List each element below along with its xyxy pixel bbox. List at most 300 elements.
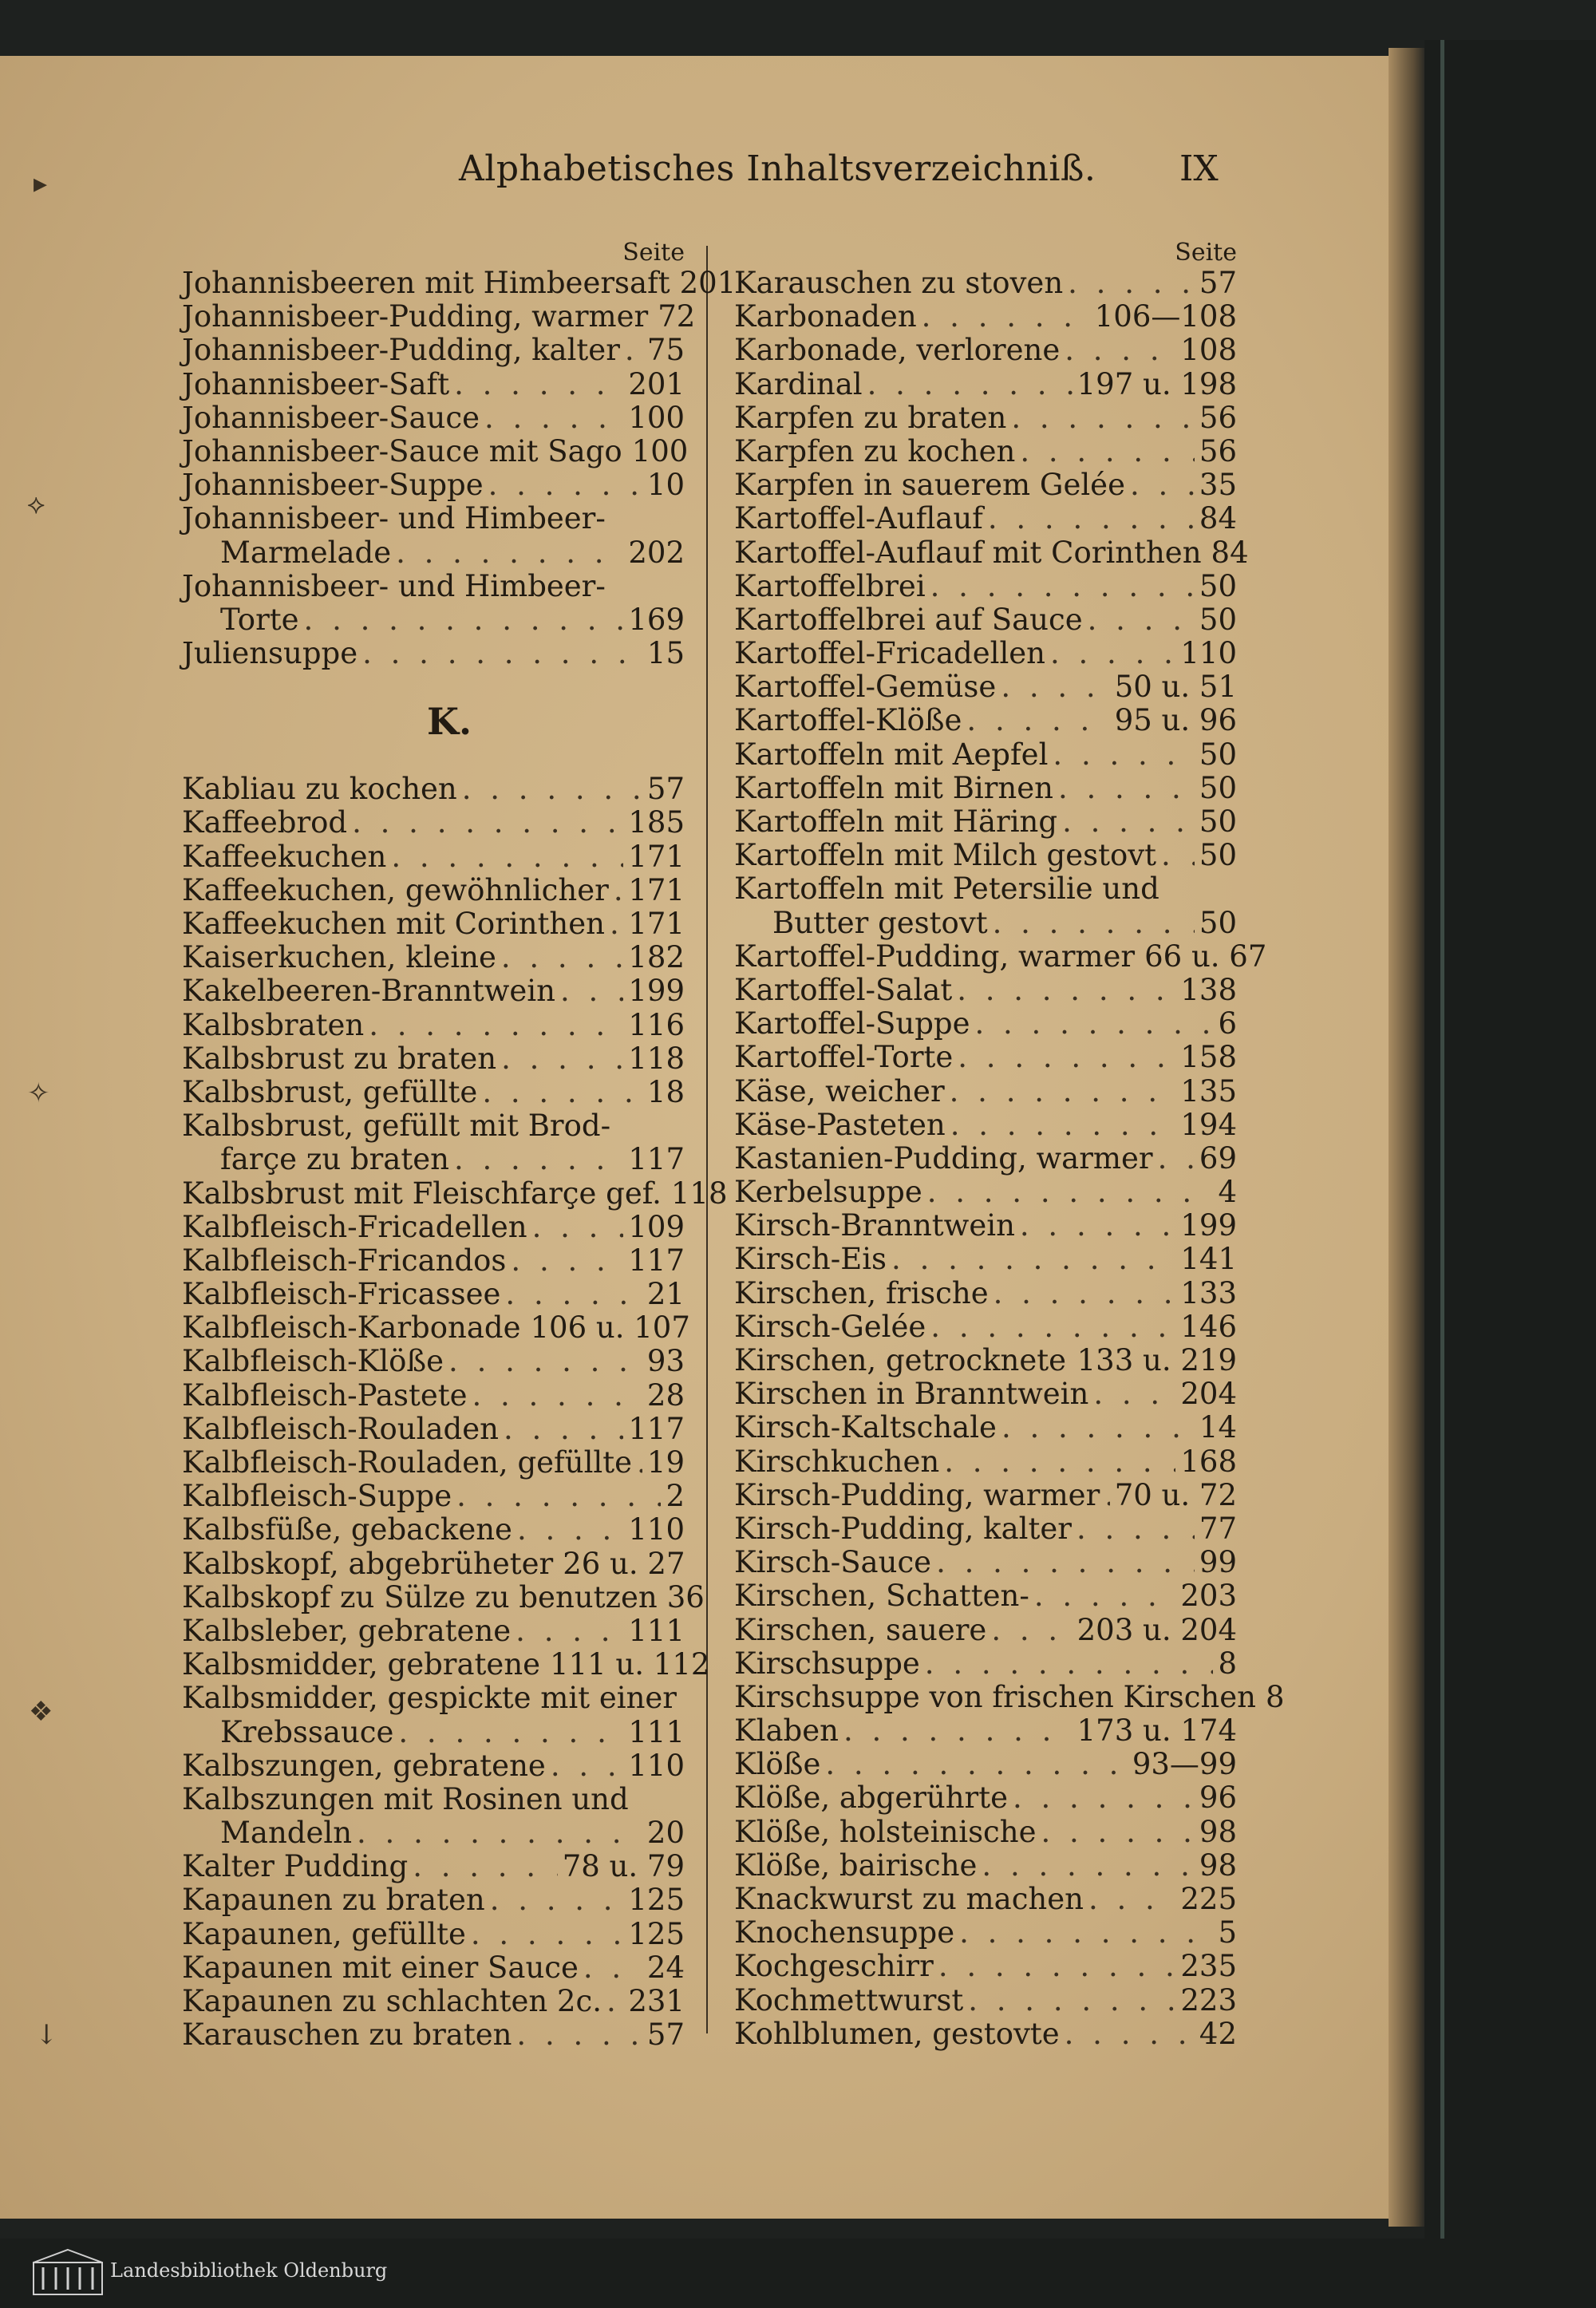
entry-label: Kirschen in Branntwein bbox=[734, 1377, 1089, 1412]
entry-label: Kirschsuppe von frischen Kirschen bbox=[734, 1679, 1256, 1714]
entry-page-number: 138 bbox=[1180, 972, 1237, 1007]
right-column bbox=[734, 239, 1285, 2051]
index-entry bbox=[734, 1109, 1237, 1142]
entry-label: Kalbfleisch-Klöße bbox=[182, 1344, 444, 1379]
index-entry bbox=[182, 907, 685, 941]
entry-label: Kirschen, Schatten- bbox=[734, 1579, 1029, 1614]
index-entry bbox=[182, 1513, 685, 1547]
index-entry bbox=[734, 1243, 1237, 1276]
leader-dots bbox=[1001, 670, 1109, 704]
leader-dots bbox=[304, 603, 624, 637]
leader-dots bbox=[1065, 2018, 1195, 2051]
entry-page-number: 158 bbox=[1180, 1040, 1237, 1075]
index-entry bbox=[734, 1377, 1237, 1411]
leader-dots bbox=[867, 368, 1073, 401]
leader-dots bbox=[1130, 468, 1195, 502]
leader-dots bbox=[352, 806, 623, 840]
entry-label: Kartoffeln mit Aepfel bbox=[734, 737, 1049, 772]
entry-label: Karbonade, verlorene bbox=[734, 333, 1061, 368]
index-entry bbox=[182, 941, 685, 974]
leader-dots bbox=[991, 1614, 1072, 1647]
index-entry bbox=[734, 1445, 1237, 1479]
entry-label: Kochgeschirr bbox=[734, 1949, 934, 1984]
entry-label: Kalbskopf zu Sülze zu benutzen bbox=[182, 1579, 658, 1614]
index-entry bbox=[182, 299, 696, 334]
entry-label: Kirschen, frische bbox=[734, 1275, 989, 1310]
entry-page-number: 141 bbox=[1180, 1242, 1237, 1277]
leader-dots bbox=[891, 1243, 1175, 1276]
index-entry bbox=[734, 738, 1237, 772]
entry-label: Kalter Pudding bbox=[182, 1849, 409, 1884]
entry-page-number: 110 bbox=[628, 1512, 685, 1547]
index-entry bbox=[182, 1278, 685, 1311]
entry-label: Kapaunen mit einer Sauce bbox=[182, 1950, 579, 1985]
index-entry bbox=[182, 1413, 685, 1446]
entry-page-number: 118 bbox=[628, 1041, 685, 1076]
entry-page-number: 125 bbox=[628, 1916, 685, 1951]
entry-label: Kartoffel-Auflauf mit Corinthen bbox=[734, 535, 1202, 570]
entry-page-number: 36 bbox=[666, 1579, 705, 1614]
entry-page-number: 84 bbox=[1211, 535, 1249, 570]
entry-page-number: 50 bbox=[1199, 737, 1237, 772]
index-entry bbox=[734, 1950, 1237, 1983]
index-entry bbox=[734, 1984, 1237, 2018]
index-entry bbox=[734, 1714, 1237, 1748]
index-entry bbox=[734, 435, 1237, 468]
leader-dots bbox=[930, 570, 1195, 603]
entry-label: Kaffeebrod bbox=[182, 805, 348, 840]
page-number: IX bbox=[1179, 148, 1219, 189]
leader-dots bbox=[1088, 1883, 1175, 1916]
entry-label: Kartoffel-Suppe bbox=[734, 1006, 970, 1041]
leader-dots bbox=[930, 1310, 1175, 1344]
entry-page-number: 171 bbox=[628, 907, 685, 941]
leader-dots bbox=[490, 1883, 624, 1917]
leader-dots bbox=[516, 1614, 623, 1648]
entries-k-continued bbox=[734, 266, 1285, 2051]
entry-page-number: 77 bbox=[1199, 1511, 1237, 1546]
index-entry bbox=[734, 1546, 1237, 1579]
page-header bbox=[0, 142, 1412, 198]
index-entry bbox=[182, 1446, 685, 1480]
leader-dots bbox=[1034, 1579, 1176, 1613]
footer-bar bbox=[0, 2239, 1596, 2308]
index-entry bbox=[734, 1344, 1237, 1377]
leader-dots bbox=[583, 1951, 642, 1985]
index-entry bbox=[734, 401, 1237, 435]
library-name: Landesbibliothek Oldenburg bbox=[110, 2259, 388, 2282]
entry-label: Kartoffel-Fricadellen bbox=[734, 636, 1045, 671]
margin-mark: ⟡ bbox=[27, 488, 45, 520]
entry-page-number: 169 bbox=[628, 602, 685, 637]
leader-dots bbox=[454, 1143, 623, 1176]
entry-page-number: 231 bbox=[628, 1984, 685, 2018]
leader-dots bbox=[1020, 435, 1195, 468]
entry-page-number: 95 u. 96 bbox=[1114, 703, 1237, 738]
leader-dots bbox=[488, 468, 642, 502]
margin-mark: ✧ bbox=[27, 1077, 50, 1109]
left-column bbox=[182, 239, 737, 2053]
entry-page-number: 117 bbox=[628, 1142, 685, 1177]
entry-label: Klaben bbox=[734, 1713, 839, 1749]
entry-page-number: 50 bbox=[1199, 602, 1237, 637]
entry-label: Kalbsbraten bbox=[182, 1007, 365, 1042]
entry-page-number: 110 bbox=[628, 1748, 685, 1783]
entry-page-number: 116 bbox=[628, 1007, 685, 1042]
entry-page-number: 98 bbox=[1199, 1814, 1237, 1849]
leader-dots bbox=[1093, 1377, 1175, 1411]
entry-page-number: 100 bbox=[631, 433, 689, 468]
entry-page-number: 50 bbox=[1199, 838, 1237, 873]
leader-dots bbox=[456, 1480, 661, 1513]
entry-page-number: 117 bbox=[628, 1411, 685, 1446]
index-entry bbox=[182, 773, 685, 806]
leader-dots bbox=[1071, 1344, 1073, 1377]
entry-page-number: 235 bbox=[1180, 1949, 1237, 1984]
leader-dots bbox=[532, 1211, 624, 1244]
entry-page-number: 110 bbox=[1180, 636, 1237, 671]
leader-dots bbox=[1058, 772, 1195, 805]
index-entry bbox=[734, 1849, 1237, 1883]
entry-page-number: 199 bbox=[1180, 1208, 1237, 1243]
entry-page-number: 84 bbox=[1199, 501, 1237, 536]
entry-label: Kirsch-Gelée bbox=[734, 1309, 926, 1344]
leader-dots bbox=[936, 1546, 1195, 1579]
leader-dots bbox=[454, 368, 623, 401]
entry-page-number: 201 bbox=[679, 266, 737, 300]
entry-label: Mandeln bbox=[220, 1816, 353, 1851]
entry-page-number: 8 bbox=[1218, 1646, 1237, 1681]
entry-label: Kartoffel-Klöße bbox=[734, 703, 962, 738]
index-entry bbox=[182, 502, 685, 536]
entry-label: Kartoffel-Gemüse bbox=[734, 670, 997, 705]
entry-page-number: 56 bbox=[1199, 433, 1237, 468]
index-entry bbox=[734, 1816, 1237, 1849]
seite-label: Seite bbox=[622, 239, 685, 267]
leader-dots bbox=[966, 704, 1109, 737]
leader-dots bbox=[357, 1816, 642, 1850]
index-entry bbox=[734, 1310, 1237, 1344]
entry-page-number: 78 u. 79 bbox=[562, 1849, 685, 1884]
entry-label: Knochensuppe bbox=[734, 1915, 955, 1950]
index-entry bbox=[182, 468, 685, 502]
entry-page-number: 223 bbox=[1180, 1982, 1237, 2018]
index-entry bbox=[734, 1209, 1237, 1243]
leader-dots bbox=[994, 1277, 1176, 1310]
entry-page-number: 111 bbox=[628, 1613, 685, 1648]
entry-label: Butter gestovt bbox=[772, 905, 988, 940]
leader-dots bbox=[957, 974, 1175, 1007]
index-entry bbox=[734, 1614, 1237, 1647]
entry-label: Karpfen zu braten bbox=[734, 400, 1007, 435]
index-entry bbox=[734, 704, 1237, 737]
leader-dots bbox=[1050, 637, 1175, 670]
entry-label: Marmelade bbox=[220, 535, 392, 570]
index-entry bbox=[734, 1579, 1237, 1613]
entry-label: Kirsch-Eis bbox=[734, 1242, 887, 1277]
entry-label: Kalbfleisch-Suppe bbox=[182, 1479, 452, 1514]
index-entry bbox=[182, 1076, 685, 1109]
entry-label: Johannisbeer- und Himbeer- bbox=[182, 568, 606, 603]
leader-dots bbox=[982, 1849, 1194, 1883]
entry-label: Kalbsleber, gebratene bbox=[182, 1613, 512, 1648]
entry-page-number: 118 bbox=[670, 1176, 728, 1211]
entry-label: Kirsch-Branntwein bbox=[734, 1208, 1015, 1243]
index-entry bbox=[182, 401, 685, 435]
index-entry bbox=[182, 1143, 685, 1176]
entry-page-number: 69 bbox=[1199, 1140, 1237, 1176]
entry-label: Kerbelsuppe bbox=[734, 1175, 922, 1210]
index-entry bbox=[734, 1748, 1237, 1781]
entry-label: Kalbfleisch-Rouladen bbox=[182, 1411, 499, 1446]
index-entry bbox=[182, 433, 689, 468]
entry-label: Kalbszungen, gebratene bbox=[182, 1748, 546, 1783]
entry-label: Karauschen zu braten bbox=[182, 2018, 512, 2053]
entry-page-number: 66 u. 67 bbox=[1144, 939, 1267, 974]
index-entry bbox=[182, 1547, 685, 1581]
leader-dots bbox=[1041, 1816, 1195, 1849]
entry-label: Johannisbeer-Sauce bbox=[182, 400, 480, 435]
entry-page-number: 56 bbox=[1199, 400, 1237, 435]
entry-label: Kirschen, sauere bbox=[734, 1612, 987, 1647]
leader-dots bbox=[614, 874, 624, 907]
index-entry bbox=[182, 874, 685, 907]
index-entry bbox=[734, 1007, 1237, 1041]
entry-label: Johannisbeer-Saft bbox=[182, 366, 450, 401]
index-entry bbox=[734, 670, 1237, 704]
entry-page-number: 42 bbox=[1199, 2016, 1237, 2051]
index-entry bbox=[734, 368, 1237, 401]
leader-dots bbox=[369, 1009, 623, 1042]
entry-label: Kartoffel-Auflauf bbox=[734, 501, 983, 536]
entries-k bbox=[182, 772, 728, 2053]
entry-label: Kalbfleisch-Fricassee bbox=[182, 1277, 501, 1312]
leader-dots bbox=[944, 1445, 1175, 1479]
binding-stripe bbox=[1440, 40, 1444, 2243]
entry-page-number: 194 bbox=[1180, 1107, 1237, 1142]
entry-label: Käse-Pasteten bbox=[734, 1107, 946, 1142]
index-entry bbox=[734, 1075, 1237, 1109]
leader-dots bbox=[482, 1076, 642, 1109]
index-entry bbox=[182, 1310, 690, 1346]
index-entry bbox=[734, 939, 1267, 974]
entry-page-number: 93 bbox=[646, 1344, 685, 1379]
entry-page-number: 108 bbox=[1180, 333, 1237, 368]
index-entry bbox=[734, 805, 1237, 839]
entry-label: Kartoffeln mit Petersilie und bbox=[734, 871, 1159, 907]
entry-page-number: 50 u. 51 bbox=[1114, 670, 1237, 705]
entry-label: Kapaunen, gefüllte bbox=[182, 1916, 466, 1951]
page-edge bbox=[1389, 48, 1424, 2227]
leader-dots bbox=[1161, 839, 1195, 872]
leader-dots bbox=[825, 1748, 1127, 1781]
leader-dots bbox=[610, 907, 623, 941]
leader-dots bbox=[1062, 805, 1195, 839]
index-entry bbox=[182, 1816, 685, 1850]
index-entry bbox=[734, 1679, 1285, 1714]
leader-dots bbox=[1020, 1209, 1175, 1243]
entry-label: Käse, weicher bbox=[734, 1073, 945, 1109]
entry-label: Kartoffeln mit Birnen bbox=[734, 770, 1053, 805]
index-entry bbox=[734, 872, 1237, 906]
leader-dots bbox=[501, 941, 624, 974]
leader-dots bbox=[993, 907, 1195, 940]
entry-page-number: 50 bbox=[1199, 804, 1237, 839]
margin-mark: ▸ bbox=[34, 168, 48, 200]
entry-page-number: 173 u. 174 bbox=[1077, 1713, 1237, 1749]
index-entry bbox=[182, 1244, 685, 1278]
entry-label: Kakelbeeren-Branntwein bbox=[182, 974, 555, 1009]
leader-dots bbox=[551, 1749, 624, 1783]
entry-label: Karauschen zu stoven bbox=[734, 266, 1064, 300]
entry-label: Karbonaden bbox=[734, 299, 917, 334]
seite-label: Seite bbox=[1175, 239, 1237, 267]
index-entry bbox=[182, 1379, 685, 1413]
entry-page-number: 93—99 bbox=[1132, 1747, 1237, 1782]
entry-page-number: 117 bbox=[628, 1243, 685, 1278]
margin-mark: ❖ bbox=[29, 1696, 53, 1728]
index-entry bbox=[182, 637, 685, 670]
index-entry bbox=[182, 1480, 685, 1513]
entry-page-number: 57 bbox=[646, 772, 685, 807]
entry-label: Kaffeekuchen mit Corinthen bbox=[182, 907, 605, 941]
leader-dots bbox=[637, 1446, 642, 1480]
entry-label: Kalbsbrust, gefüllte bbox=[182, 1074, 478, 1109]
entry-page-number: 171 bbox=[628, 839, 685, 874]
entry-page-number: 50 bbox=[1199, 568, 1237, 603]
column-divider bbox=[706, 246, 708, 2033]
leader-dots bbox=[501, 1042, 623, 1076]
entry-page-number: 168 bbox=[1180, 1444, 1237, 1479]
leader-dots bbox=[950, 1109, 1176, 1142]
entry-page-number: 204 bbox=[1180, 1377, 1237, 1412]
entry-page-number: 203 bbox=[1180, 1579, 1237, 1614]
index-entry bbox=[734, 1883, 1237, 1916]
leader-dots bbox=[517, 1513, 623, 1547]
entry-page-number: 106 u. 107 bbox=[530, 1310, 690, 1346]
index-entry bbox=[734, 1781, 1237, 1815]
leader-dots bbox=[1104, 1479, 1109, 1512]
leader-dots bbox=[950, 1075, 1176, 1109]
index-entry bbox=[734, 839, 1237, 872]
index-entry bbox=[182, 1647, 710, 1682]
entry-page-number: 171 bbox=[628, 872, 685, 907]
index-entry bbox=[182, 1783, 685, 1816]
entry-label: Kartoffel-Salat bbox=[734, 972, 953, 1007]
entry-label: Kalbszungen mit Rosinen und bbox=[182, 1781, 629, 1816]
leader-dots bbox=[975, 1007, 1214, 1041]
leader-dots bbox=[1068, 267, 1195, 300]
entry-page-number: 202 bbox=[628, 535, 685, 570]
entry-label: Kastanien-Pudding, warmer bbox=[734, 1140, 1153, 1176]
leader-dots bbox=[484, 401, 623, 435]
index-entry bbox=[734, 1277, 1237, 1310]
entry-page-number: 57 bbox=[1199, 266, 1237, 300]
index-entry bbox=[182, 1211, 685, 1244]
leader-dots bbox=[968, 1984, 1175, 2018]
index-entry bbox=[734, 637, 1237, 670]
index-entry bbox=[734, 974, 1237, 1007]
entry-page-number: 6 bbox=[1218, 1006, 1237, 1041]
index-entry bbox=[182, 1951, 685, 1985]
leader-dots bbox=[922, 300, 1090, 334]
index-entry bbox=[182, 1985, 685, 2018]
entry-page-number: 35 bbox=[1199, 468, 1237, 503]
entry-page-number: 185 bbox=[628, 805, 685, 840]
index-entry bbox=[182, 2018, 685, 2052]
index-entry bbox=[734, 502, 1237, 536]
entry-label: Kirschsuppe bbox=[734, 1646, 920, 1681]
entry-label: Klöße bbox=[734, 1747, 821, 1782]
index-entry bbox=[182, 840, 685, 874]
entry-page-number: 106—108 bbox=[1094, 299, 1237, 334]
entry-label: Johannisbeer-Pudding, warmer bbox=[182, 299, 649, 334]
entry-page-number: 2 bbox=[666, 1479, 685, 1514]
entry-label: Kabliau zu kochen bbox=[182, 772, 457, 807]
entry-label: Johannisbeeren mit Himbeersaft bbox=[182, 266, 670, 300]
index-entry bbox=[182, 1109, 685, 1143]
index-entry bbox=[734, 300, 1237, 334]
entry-label: Klöße, abgerührte bbox=[734, 1780, 1009, 1816]
index-entry bbox=[734, 1916, 1237, 1950]
index-entry bbox=[182, 806, 685, 840]
index-entry bbox=[182, 334, 685, 367]
index-entry bbox=[182, 974, 685, 1008]
entry-page-number: 199 bbox=[628, 974, 685, 1009]
index-entry bbox=[734, 1142, 1237, 1176]
index-entry bbox=[182, 1345, 685, 1378]
leader-dots bbox=[1013, 1781, 1195, 1815]
entry-label: Torte bbox=[220, 602, 299, 637]
entry-page-number: 20 bbox=[646, 1816, 685, 1851]
entry-label: Kirsch-Sauce bbox=[734, 1545, 932, 1580]
index-entry bbox=[182, 1614, 685, 1648]
leader-dots bbox=[362, 637, 642, 670]
leader-dots bbox=[1011, 401, 1195, 435]
index-entry bbox=[734, 535, 1249, 570]
leader-dots bbox=[1158, 1142, 1195, 1176]
entry-label: Johannisbeer-Pudding, kalter bbox=[182, 333, 620, 368]
entry-label: Kalbfleisch-Fricandos bbox=[182, 1243, 507, 1278]
entry-page-number: 57 bbox=[646, 2018, 685, 2053]
leader-dots bbox=[843, 1714, 1073, 1748]
entry-label: Kirschkuchen bbox=[734, 1444, 940, 1479]
entry-page-number: 99 bbox=[1199, 1545, 1237, 1580]
index-entry bbox=[182, 1918, 685, 1951]
leader-dots bbox=[1053, 738, 1194, 772]
leader-dots bbox=[988, 502, 1195, 536]
leader-dots bbox=[505, 1278, 642, 1311]
entry-page-number: 109 bbox=[628, 1209, 685, 1244]
entry-page-number: 18 bbox=[646, 1074, 685, 1109]
entry-page-number: 50 bbox=[1199, 770, 1237, 805]
index-entry bbox=[182, 368, 685, 401]
leader-dots bbox=[958, 1041, 1175, 1074]
index-entry bbox=[734, 2018, 1237, 2051]
entry-page-number: 146 bbox=[1180, 1309, 1237, 1344]
leader-dots bbox=[462, 773, 642, 806]
entry-label: Kalbsfüße, gebackene bbox=[182, 1512, 512, 1547]
entry-page-number: 72 bbox=[658, 299, 696, 334]
entry-page-number: 15 bbox=[646, 636, 685, 671]
entry-label: Kartoffel-Pudding, warmer bbox=[734, 939, 1136, 974]
entry-label: Kalbfleisch-Pastete bbox=[182, 1377, 468, 1413]
index-entry bbox=[182, 570, 685, 603]
entry-label: Kalbskopf, abgebrüheter bbox=[182, 1546, 554, 1581]
leader-dots bbox=[448, 1345, 642, 1378]
leader-dots bbox=[606, 1985, 623, 2018]
entry-label: Kirsch-Kaltschale bbox=[734, 1410, 997, 1445]
